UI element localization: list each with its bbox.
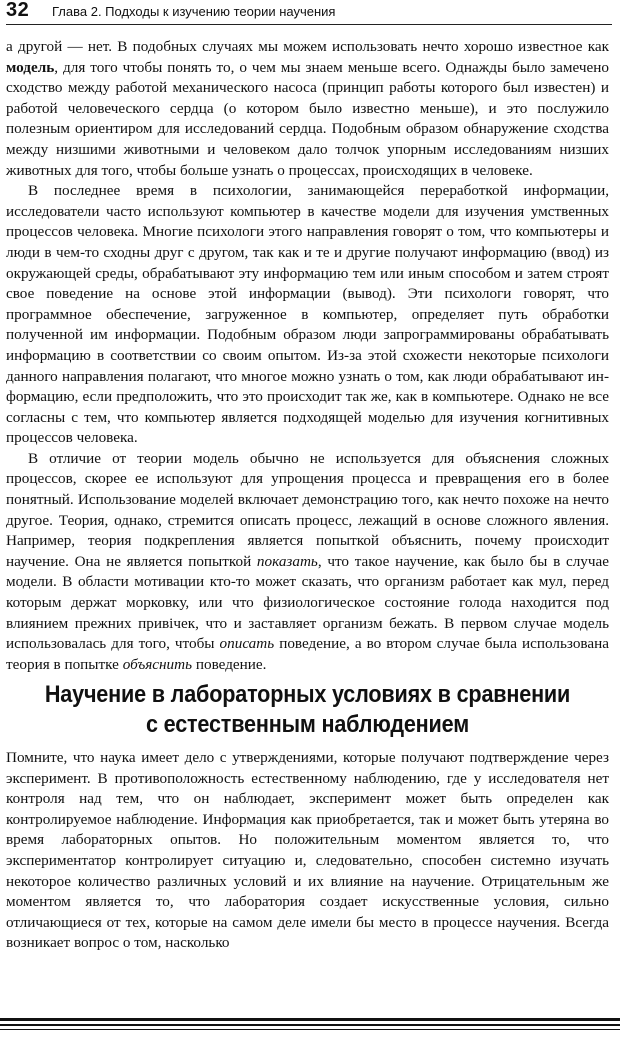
text-run: а другой — нет. В подобных случаях мы можем использовать нечто хорошо известное как (6, 38, 609, 55)
bold-term-model: модель (6, 58, 55, 76)
italic-term-explain: объяснить (122, 655, 193, 673)
paragraph-2: В последнее время в психологии, занимающейся переработкой информации, исследователи часто используют компьютер в качестве модели для изучения умственных процессов человека. Многие психологи этого направления говорят о том, что компьютеры и люди в чем-то сходны друг с другом, так как и те и другие получают информацию (ввод) из окружающей среды, обрабатывают эту информацию тем или иным способом и затем строят свое поведение на основе этой информации (вывод). Эти психологи говорят, что программное обеспечение, загруженное в компьютер, определяет путь обработки полученной им информации. Подобным образом люди запрограммированы обрабатывать информацию в соответствии со своим опытом. Из-за этой схожести некоторые психологи данного направления полагают, что многое можно узнать о том, как люди обрабатывают информацию, если предположить, что это происходит так же, как в компьютере. Однако не все согласны с тем, что компьютер является подходящей моделью для изучения когнитивных процессов человека. (6, 182, 609, 447)
paragraph-3 (6, 449, 609, 676)
footer-rule-hairline (0, 1029, 620, 1030)
page-header (6, 0, 612, 25)
body-text (6, 37, 609, 675)
section-heading (36, 680, 579, 740)
paragraph-1 (6, 37, 609, 181)
italic-term-describe: описать (219, 635, 275, 653)
section-heading-line-1: Научение в лабораторных условиях в сравнении (44, 681, 571, 708)
text-run: , для того чтобы понять то, о чем мы знаем меньше всего. Однажды было замечено сходство между работой механического насоса (принцип работы которого был известен) и работой человеческого сердца (о котором было известно меньше), и это послужило полезным ориентиром для исследований сердца. Подобным образом обнаружение сходства между низшими животными и человеком дало толчок упорным исследованиям низших животных для того, чтобы больше узнать о процессах, происходящих в человеке. (6, 58, 609, 179)
running-head: Глава 2. Подходы к изучению теории научения (52, 4, 336, 19)
section-heading-line-2: с естественным наблюдением (145, 711, 469, 738)
text-run: поведение. (192, 655, 267, 673)
page-number: 32 (6, 0, 30, 21)
italic-term-show: показать (256, 552, 318, 570)
footer-rule-thick (0, 1018, 620, 1021)
footer-rule-thin (0, 1024, 620, 1026)
text-run: , что такое научение, как было бы в случае модели. В области мотивации кто-то может сказать, что организм работает как мул, перед которым держат морковку, или что физиологическое состояние голода находится под влиянием прежних привічек, что и заставляет организм бежать. В первом случае модель использовалась для того, чтобы (6, 552, 609, 653)
text-run: В отличие от теории модель обычно не используется для объяснения сложных процессов, скорее ее используют для упрощения процесса и превращения его в более понятный. Использование моделей включает демонстрацию того, как нечто похоже на нечто другое. Теория, однако, стремится описать процесс, лежащий в основе сложного явления. Например, теория подкрепления является попыткой объяснить, почему происходит научение. Она не является попыткой (6, 449, 609, 570)
section-body (6, 748, 609, 954)
text-run: поведение, а во втором случае была использована теория в попытке (6, 635, 609, 673)
section-paragraph: Помните, что наука имеет дело с утверждениями, которые получают подтверждение через эксперимент. В противоположность естественному наблюдению, где у исследователя нет контроля над тем, что он наблюдает, эксперимент может быть определен как контролируемое наблюдение. Информация как приобретается, так и может быть утеряна во время лабораторных опытов. Но положительным моментом является то, что экспериментатор контролирует ситуацию и, следовательно, способен системно изучать некоторое количество различных условий и их влияние на научение. Отрицательным же моментом является то, что лаборатория создает искусственные условия, сильно отличающиеся от тех, которые на самом деле имели бы место в процессе научения. Всегда возникает вопрос о том, насколько (6, 749, 609, 952)
